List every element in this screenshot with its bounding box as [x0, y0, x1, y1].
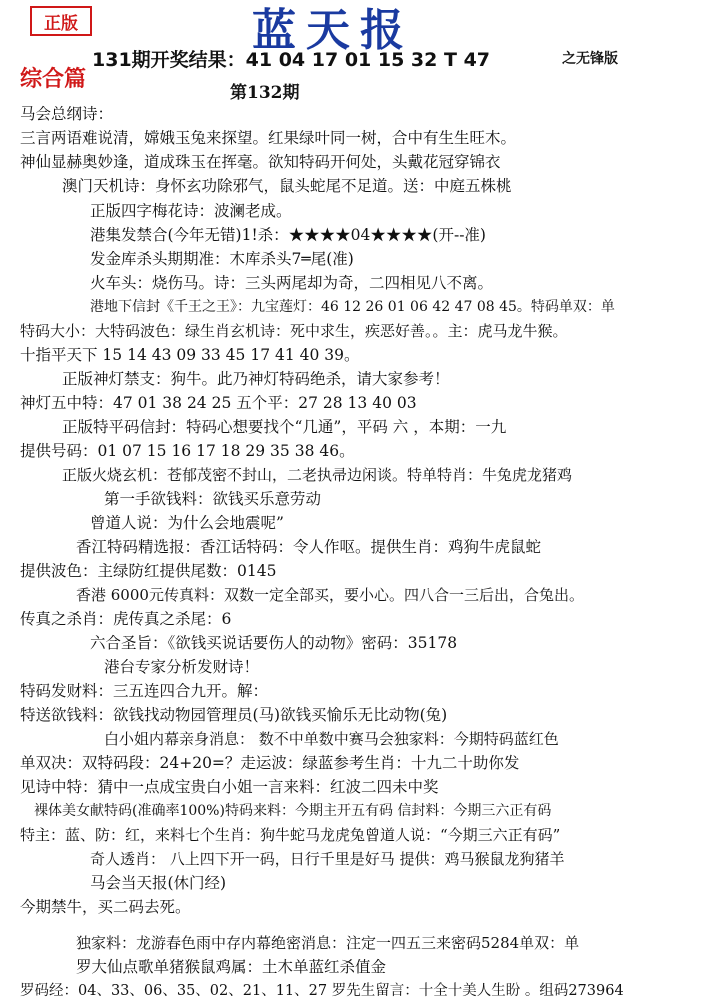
text-line: 港地下信封《千王之王》：九宝莲灯：46 12 26 01 06 42 47 08 45。特码单双：单	[90, 299, 615, 315]
text-line: 正版神灯禁支：狗牛。此乃神灯特码绝杀，请大家参考！	[62, 370, 450, 388]
text-line: 传真之杀肖：虎传真之杀尾：6	[20, 610, 232, 628]
text-line: 神灯五中特：47 01 38 24 25 五个平：27 28 13 40 03	[20, 394, 417, 412]
text-line: 罗大仙点歌单猪猴鼠鸡属：土木单蓝红杀值金	[76, 958, 387, 976]
issue-number: 第132期	[230, 83, 300, 103]
text-line: 特码大小：大特码波色：绿生肖玄机诗：死中求生，疾恶好善。。主：虎马龙牛猴。	[20, 322, 568, 340]
text-line: 今期禁牛，买二码去死。	[20, 898, 191, 916]
edition-label: 之无锋版	[562, 51, 618, 67]
text-line: 正版火烧玄机：苍郁茂密不封山，二老执帚边闲谈。特单特肖：牛兔虎龙猪鸡	[62, 466, 573, 484]
text-line: 马会当天报(休门经)	[90, 874, 227, 892]
text-line: 奇人透肖： 八上四下开一码，日行千里是好马 提供：鸡马猴鼠龙狗猪羊	[90, 850, 565, 868]
text-line: 港集发禁合(今年无错)1!杀：★★★★04★★★★(开--准)	[90, 226, 486, 244]
text-line: 发金库杀头期期准：木库杀头7═尾(准)	[90, 250, 354, 268]
text-line: 特主：蓝、防：红，来料七个生肖：狗牛蛇马龙虎兔曾道人说：“今期三六正有码”	[20, 826, 561, 844]
text-line: 白小姐内幕亲身消息： 数不中单数中赛马会独家料：今期特码蓝红色	[104, 730, 559, 748]
section-title: 综合篇	[20, 66, 87, 92]
text-line: 罗码经：04、33、06、35、02、21、11、27 罗先生留言：十全十美人生盼 。组码273964	[20, 983, 624, 999]
text-line: 正版特平码信封：特码心想要找个“几通”，平码 六 ，本期：一九	[62, 418, 507, 436]
text-line: 裸体美女献特码(准确率100%)特码来料：今期主开五有码 信封料：今期三六正有码	[34, 803, 552, 819]
draw-result: 131期开奖结果：41 04 17 01 15 32 T 47	[92, 49, 491, 71]
edition-badge: 正版	[30, 6, 92, 36]
text-line: 马会总纲诗：	[20, 105, 114, 123]
text-line: 特码发财料：三五连四合九开。解：	[20, 682, 269, 700]
text-line: 十指平天下 15 14 43 09 33 45 17 41 40 39。	[20, 346, 360, 364]
text-line: 六合圣旨：《欲钱买说话要伤人的动物》密码：35178	[90, 634, 458, 652]
text-line: 火车头：烧伤马。诗：三头两尾却为奇，二四相见八不离。	[90, 274, 494, 292]
text-line: 香港 6000元传真料：双数一定全部买，要小心。四八合一三后出，合兔出。	[76, 586, 584, 604]
text-line: 独家料：龙游春色雨中存内幕绝密消息：注定一四五三来密码5284单双：单	[76, 934, 580, 952]
newspaper-title: 蓝天报	[252, 5, 414, 56]
text-line: 正版四字梅花诗：波澜老成。	[90, 202, 292, 220]
text-line: 第一手欲钱料：欲钱买乐意劳动	[104, 490, 322, 508]
text-line: 特送欲钱料：欲钱找动物园管理员(马)欲钱买愉乐无比动物(兔)	[20, 706, 448, 724]
text-line: 香江特码精选报：香江话特码：令人作呕。提供生肖：鸡狗牛虎鼠蛇	[76, 538, 542, 556]
text-line: 见诗中特：猜中一点成宝贵白小姐一言来料：红波二四未中奖	[20, 778, 439, 796]
text-line: 港台专家分析发财诗！	[104, 658, 260, 676]
text-line: 三言两语难说清，嫦娥玉兔来探望。红果绿叶同一树，合中有生生旺木。	[20, 129, 517, 147]
text-line: 单双决：双特码段：24+20=？走运波：绿蓝参考生肖：十九二十助你发	[20, 754, 520, 772]
text-line: 神仙显赫奥妙逢，道成珠玉在挥毫。欲知特码开何处，头戴花冠穿锦衣	[20, 153, 501, 171]
text-line: 提供号码：01 07 15 16 17 18 29 35 38 46。	[20, 442, 355, 460]
text-line: 提供波色：主绿防红提供尾数：0145	[20, 562, 277, 580]
text-line: 澳门天机诗：身怀玄功除邪气，鼠头蛇尾不足道。送：中庭五株桃	[62, 177, 512, 195]
text-line: 曾道人说：为什么会地震呢”	[90, 514, 284, 532]
